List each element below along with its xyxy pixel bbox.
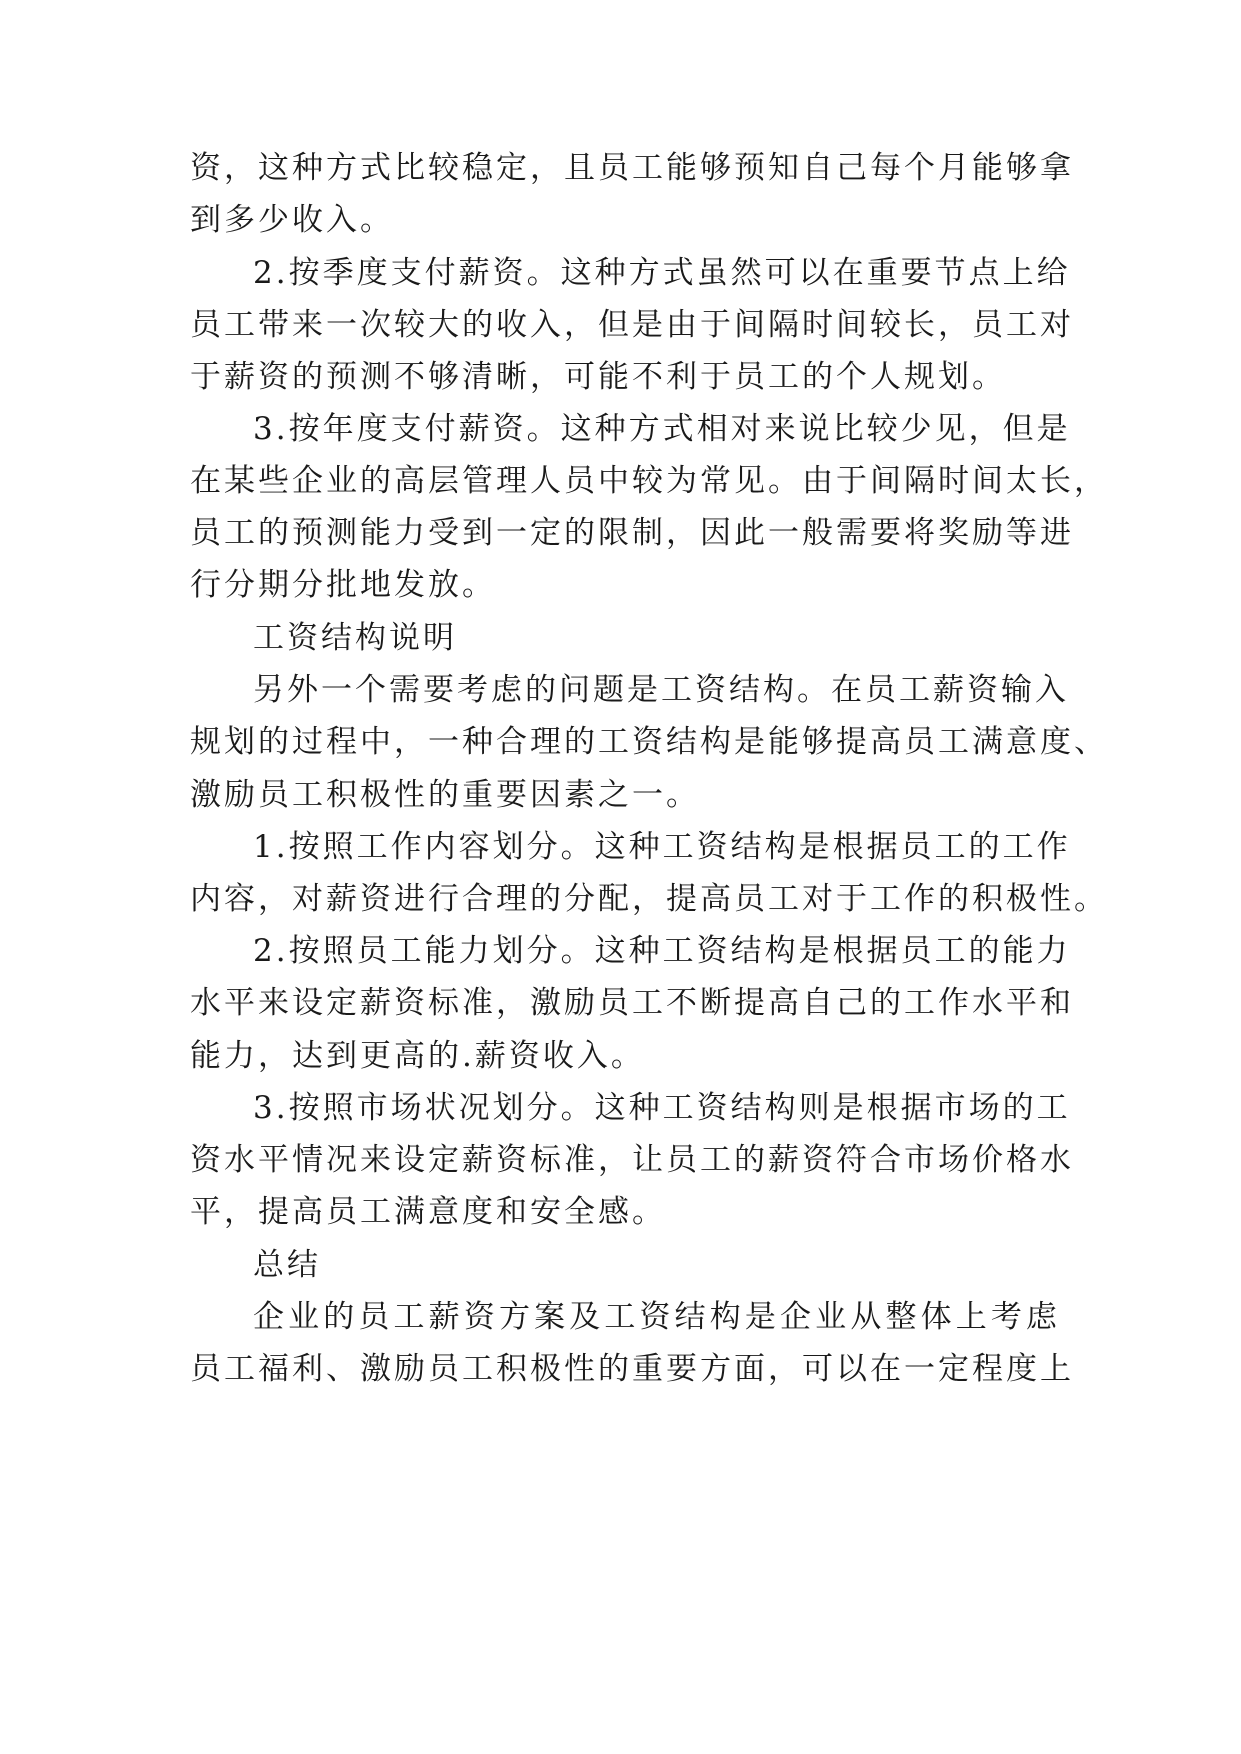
numbered-item-line: 3.按照市场状况划分。这种工资结构则是根据市场的工 (253, 1090, 1071, 1126)
body-text-line: 资，这种方式比较稳定，且员工能够预知自己每个月能够拿 (190, 150, 1074, 186)
body-text-line: 资水平情况来设定薪资标准，让员工的薪资符合市场价格水 (190, 1142, 1074, 1178)
section-heading: 工资结构说明 (253, 620, 457, 656)
paragraph-first-line: 另外一个需要考虑的问题是工资结构。在员工薪资输入 (253, 672, 1069, 708)
numbered-item-line: 1.按照工作内容划分。这种工资结构是根据员工的工作 (253, 829, 1071, 865)
body-text-line: 平，提高员工满意度和安全感。 (190, 1194, 666, 1230)
body-text-line: 在某些企业的高层管理人员中较为常见。由于间隔时间太长， (190, 463, 1108, 499)
body-text-line: 规划的过程中，一种合理的工资结构是能够提高员工满意度、 (190, 724, 1108, 760)
body-text-line: 水平来设定薪资标准，激励员工不断提高自己的工作水平和 (190, 985, 1074, 1021)
body-text-line: 到多少收入。 (190, 202, 394, 238)
body-text-line: 能力，达到更高的.薪资收入。 (190, 1038, 645, 1074)
body-text-line: 激励员工积极性的重要因素之一。 (190, 777, 700, 813)
numbered-item-line: 2.按照员工能力划分。这种工资结构是根据员工的能力 (253, 933, 1071, 969)
body-text-line: 员工福利、激励员工积极性的重要方面，可以在一定程度上 (190, 1351, 1074, 1387)
body-text-line: 行分期分批地发放。 (190, 567, 496, 603)
body-text-line: 员工的预测能力受到一定的限制，因此一般需要将奖励等进 (190, 515, 1074, 551)
section-heading: 总结 (253, 1247, 321, 1283)
numbered-item-line: 3.按年度支付薪资。这种方式相对来说比较少见，但是 (253, 411, 1071, 447)
body-text-line: 内容，对薪资进行合理的分配，提高员工对于工作的积极性。 (190, 881, 1108, 917)
numbered-item-line: 2.按季度支付薪资。这种方式虽然可以在重要节点上给 (253, 255, 1071, 291)
body-text-line: 员工带来一次较大的收入，但是由于间隔时间较长，员工对 (190, 307, 1074, 343)
paragraph-first-line: 企业的员工薪资方案及工资结构是企业从整体上考虑 (253, 1299, 1060, 1335)
body-text-line: 于薪资的预测不够清晰，可能不利于员工的个人规划。 (190, 359, 1006, 395)
